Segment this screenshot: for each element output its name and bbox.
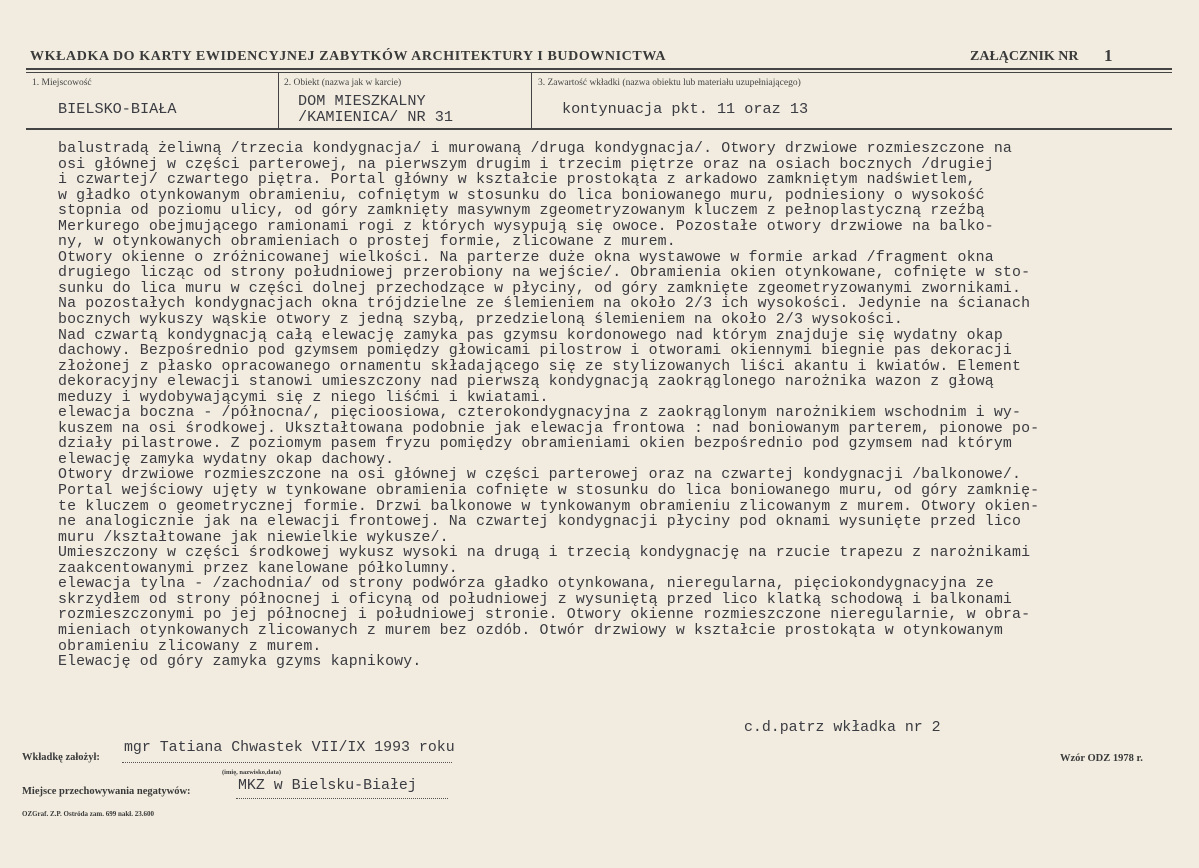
- storage-label: Miejsce przechowywania negatywów:: [22, 786, 191, 797]
- text-line: elewację zamyka wydatny okap dachowy.: [58, 451, 395, 468]
- storage-value: MKZ w Bielsku-Białej: [238, 778, 417, 794]
- text-line: meduzy i wydobywającymi się z niego liśćmi i kwiatami.: [58, 389, 549, 406]
- text-line: balustradą żeliwną /trzecia kondygnacja/ i murowaną /druga kondygnacja/. Otwory drzwiowe rozmieszczone na: [58, 141, 1013, 157]
- text-line: Otwory okienne o zróżnicowanej wielkości. Na parterze duże okna wystawowe w formie arkad /fragment okna: [58, 249, 994, 266]
- text-line: obramieniu zlicowany z murem.: [58, 638, 322, 655]
- text-line: i czwartej/ czwartego piętra. Portal główny w kształcie prostokąta z arkadowo zamkniętym nadświetlem,: [58, 172, 976, 189]
- text-line: dekoracyjny elewacji stanowi umieszczony nad pierwszą kondygnacją zaokrąglonego narożnika wazon z głową: [58, 374, 994, 391]
- text-line: działy pilastrowe. Z poziomym pasem fryzu pomiędzy obramieniami okien bezpośrednio pod gzymsem nad którym: [58, 436, 1013, 453]
- text-line: osi głównej w części parterowej, na pierwszym drugim i trzecim piętrze oraz na osiach bocznych /drugiej: [58, 156, 994, 173]
- description-text: [58, 142, 1168, 671]
- text-line: Portal wejściowy ujęty w tynkowane obramienia cofnięte w stosunku do lica boniowanego muru, od góry zamknię-: [58, 483, 1040, 500]
- locality-value: BIELSKO-BIAŁA: [58, 100, 177, 118]
- storage-line: [236, 798, 448, 799]
- text-line: złożonej z płasko opracowanego ornamentu składającego się ze stylizowanych liści akantu i kwiatów. Element: [58, 358, 1022, 375]
- locality-label: 1. Miejscowość: [32, 78, 92, 88]
- text-line: muru /kształtowane jak niewielkie wykusze/.: [58, 529, 449, 546]
- content-value: kontynuacja pkt. 11 oraz 13: [562, 100, 809, 118]
- text-line: elewacja boczna - /północna/, pięcioosiowa, czterokondygnacyjna z zaokrąglonym narożnikiem wschodnim i wy-: [58, 405, 1022, 422]
- header-rule-top: [26, 68, 1172, 70]
- model-label: Wzór ODZ 1978 r.: [1060, 753, 1143, 764]
- text-line: Umieszczony w części środkowej wykusz wysoki na drugą i trzecią kondygnację na rzucie trapezu z narożnikami: [58, 545, 1031, 562]
- text-line: mieniach otynkowanych zlicowanych z murem bez ozdób. Otwór drzwiowy w kształcie prostokąta w otynkowanym: [58, 622, 1003, 639]
- text-line: Nad czwartą kondygnacją całą elewację zamyka pas gzymsu kordonowego nad którym znajduje się wydatny okap: [58, 327, 1003, 344]
- text-line: w gładko otynkowanym obramieniu, cofniętym w stosunku do lica boniowanego muru, podniesiony o wysokość: [58, 187, 985, 204]
- prepared-by-hint: (imię, nazwisko,data): [222, 769, 282, 776]
- text-line: zaakcentowanymi przez kanelowane półkolumny.: [58, 560, 458, 577]
- text-line: sunku do lica muru w części dolnej przechodzące w płyciny, od góry zamknięte zgeometryzowanymi zwornikami.: [58, 280, 1022, 297]
- text-line: Elewację od góry zamyka gzyms kapnikowy.: [58, 654, 422, 671]
- object-value-line2: /KAMIENICA/ NR 31: [298, 108, 453, 126]
- fields-rule-bottom: [26, 128, 1172, 130]
- header-rule-bottom: [26, 72, 1172, 73]
- form-title: WKŁADKA DO KARTY EWIDENCYJNEJ ZABYTKÓW ARCHITEKTURY I BUDOWNICTWA: [30, 49, 667, 64]
- object-label: 2. Obiekt (nazwa jak w karcie): [284, 78, 402, 88]
- continuation-note: c.d.patrz wkładka nr 2: [744, 720, 941, 736]
- prepared-by-line: [122, 762, 452, 763]
- field-divider-2: [531, 73, 532, 129]
- text-line: stopnia od poziomu ulicy, od góry zamknięty masywnym zgeometryzowanym kluczem z pełnoplastyczną rzeźbą: [58, 203, 985, 220]
- prepared-by-value: mgr Tatiana Chwastek VII/IX 1993 roku: [124, 740, 455, 756]
- annex-label: ZAŁĄCZNIK NR: [970, 49, 1079, 64]
- text-line: bocznych wykuszy wąskie otwory z jedną szybą, przedzieloną ślemieniem na około 2/3 wysokości.: [58, 312, 903, 329]
- text-line: Merkurego obejmującego ramionami rogi z których wysypują się owoce. Pozostałe otwory drzwiowe na balko-: [58, 218, 994, 235]
- text-line: Otwory drzwiowe rozmieszczone na osi głównej w części parterowej oraz na czwartej kondygnacji /balkonowe/.: [58, 467, 1022, 484]
- prepared-by-label: Wkładkę założył:: [22, 752, 100, 763]
- content-label: 3. Zawartość wkładki (nazwa obiektu lub materiału uzupełniającego): [538, 78, 801, 88]
- annex-number: 1: [1104, 46, 1113, 65]
- field-divider-1: [278, 73, 279, 129]
- text-line: kuszem na osi środkowej. Ukształtowana podobnie jak elewacja frontowa : nad boniowanym parterem, pionowe po-: [58, 420, 1040, 437]
- text-line: dachowy. Bezpośrednio pod gzymsem pomiędzy głowicami pilostrow i otworami okiennymi biegnie pas dekoracji: [58, 343, 1013, 360]
- text-line: Na pozostałych kondygnacjach okna trójdzielne ze ślemieniem na około 2/3 ich wysokości. Jedynie na ścianach: [58, 296, 1031, 313]
- text-line: drugiego licząc od strony południowej przerobiony na wejście/. Obramienia okien otynkowane, cofnięte w sto-: [58, 265, 1031, 282]
- text-line: rozmieszczonymi po jej północnej i południowej stronie. Otwory okienne rozmieszczone nieregularnie, w obra-: [58, 607, 1031, 624]
- text-line: te kluczem o geometrycznej formie. Drzwi balkonowe w tynkowanym obramieniu zlicowanym z murem. Otwory okien-: [58, 498, 1040, 515]
- print-info: OZGraf. Z.P. Ostróda zam. 699 nakł. 23.600: [22, 810, 154, 818]
- object-value-line1: DOM MIESZKALNY: [298, 92, 426, 110]
- text-line: ny, w otynkowanych obramieniach o prostej formie, zlicowane z murem.: [58, 234, 676, 251]
- text-line: ne analogicznie jak na elewacji frontowej. Na czwartej kondygnacji płyciny pod oknami wysunięte przed lico: [58, 514, 1022, 531]
- text-line: skrzydłem od strony północnej i oficyną od południowej z wysuniętą przed lico klatką schodową i balkonami: [58, 591, 1013, 608]
- text-line: elewacja tylna - /zachodnia/ od strony podwórza gładko otynkowana, nieregularna, pięciokondygnacyjna ze: [58, 576, 994, 593]
